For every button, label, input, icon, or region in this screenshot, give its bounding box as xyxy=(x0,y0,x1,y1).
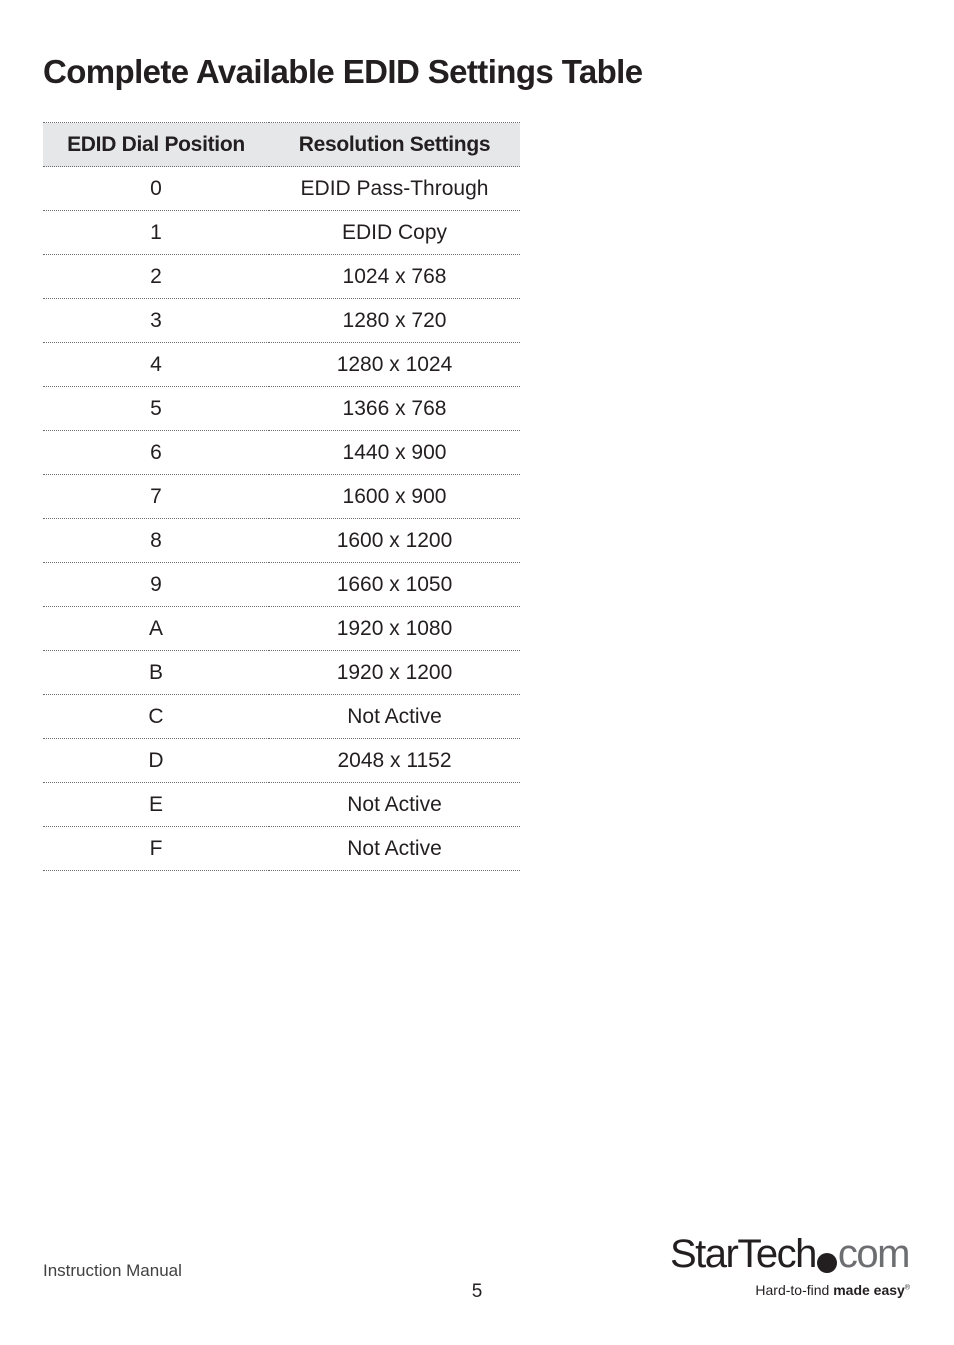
table-row xyxy=(43,519,520,563)
logo-dot-icon xyxy=(817,1253,837,1273)
startech-logo xyxy=(670,1232,915,1304)
table-row xyxy=(43,167,520,211)
table-row xyxy=(43,387,520,431)
table-row xyxy=(43,739,520,783)
dial-position-cell: 0 xyxy=(43,167,269,211)
column-header-resolution: Resolution Settings xyxy=(269,123,520,167)
table-row xyxy=(43,431,520,475)
dial-position-cell: E xyxy=(43,783,269,827)
dial-position-cell: 9 xyxy=(43,563,269,607)
table-row xyxy=(43,563,520,607)
logo-wordmark xyxy=(670,1232,909,1276)
table-row xyxy=(43,651,520,695)
table-row xyxy=(43,343,520,387)
table-row xyxy=(43,211,520,255)
dial-position-cell: B xyxy=(43,651,269,695)
table-row xyxy=(43,255,520,299)
page-title: Complete Available EDID Settings Table xyxy=(43,53,643,90)
resolution-cell: Not Active xyxy=(269,695,520,739)
logo-name-part1: StarTech xyxy=(670,1232,816,1276)
dial-position-cell: 5 xyxy=(43,387,269,431)
table-row xyxy=(43,783,520,827)
table-row xyxy=(43,695,520,739)
resolution-cell: 1280 x 1024 xyxy=(269,343,520,387)
dial-position-cell: 6 xyxy=(43,431,269,475)
resolution-cell: Not Active xyxy=(269,783,520,827)
dial-position-cell: A xyxy=(43,607,269,651)
logo-name-part2: com xyxy=(837,1232,909,1276)
dial-position-cell: 1 xyxy=(43,211,269,255)
resolution-cell: EDID Pass-Through xyxy=(269,167,520,211)
table-row xyxy=(43,475,520,519)
column-header-dial-position: EDID Dial Position xyxy=(43,123,269,167)
dial-position-cell: 4 xyxy=(43,343,269,387)
resolution-cell: 1920 x 1080 xyxy=(269,607,520,651)
resolution-cell: EDID Copy xyxy=(269,211,520,255)
logo-tagline xyxy=(755,1282,910,1298)
edid-settings-table xyxy=(43,122,520,871)
tagline-bold: made easy xyxy=(833,1282,905,1298)
resolution-cell: 1600 x 900 xyxy=(269,475,520,519)
dial-position-cell: 7 xyxy=(43,475,269,519)
table-row xyxy=(43,827,520,871)
resolution-cell: 2048 x 1152 xyxy=(269,739,520,783)
resolution-cell: 1600 x 1200 xyxy=(269,519,520,563)
resolution-cell: Not Active xyxy=(269,827,520,871)
dial-position-cell: 3 xyxy=(43,299,269,343)
dial-position-cell: D xyxy=(43,739,269,783)
table-row xyxy=(43,607,520,651)
resolution-cell: 1920 x 1200 xyxy=(269,651,520,695)
dial-position-cell: 2 xyxy=(43,255,269,299)
resolution-cell: 1660 x 1050 xyxy=(269,563,520,607)
dial-position-cell: 8 xyxy=(43,519,269,563)
dial-position-cell: C xyxy=(43,695,269,739)
table-header-row xyxy=(43,123,520,167)
footer-manual-label: Instruction Manual xyxy=(43,1261,182,1280)
table-row xyxy=(43,299,520,343)
tagline-regular: Hard-to-find xyxy=(755,1282,834,1298)
dial-position-cell: F xyxy=(43,827,269,871)
registered-mark: ® xyxy=(904,1284,910,1292)
resolution-cell: 1440 x 900 xyxy=(269,431,520,475)
resolution-cell: 1366 x 768 xyxy=(269,387,520,431)
resolution-cell: 1024 x 768 xyxy=(269,255,520,299)
page-number: 5 xyxy=(471,1281,483,1302)
resolution-cell: 1280 x 720 xyxy=(269,299,520,343)
